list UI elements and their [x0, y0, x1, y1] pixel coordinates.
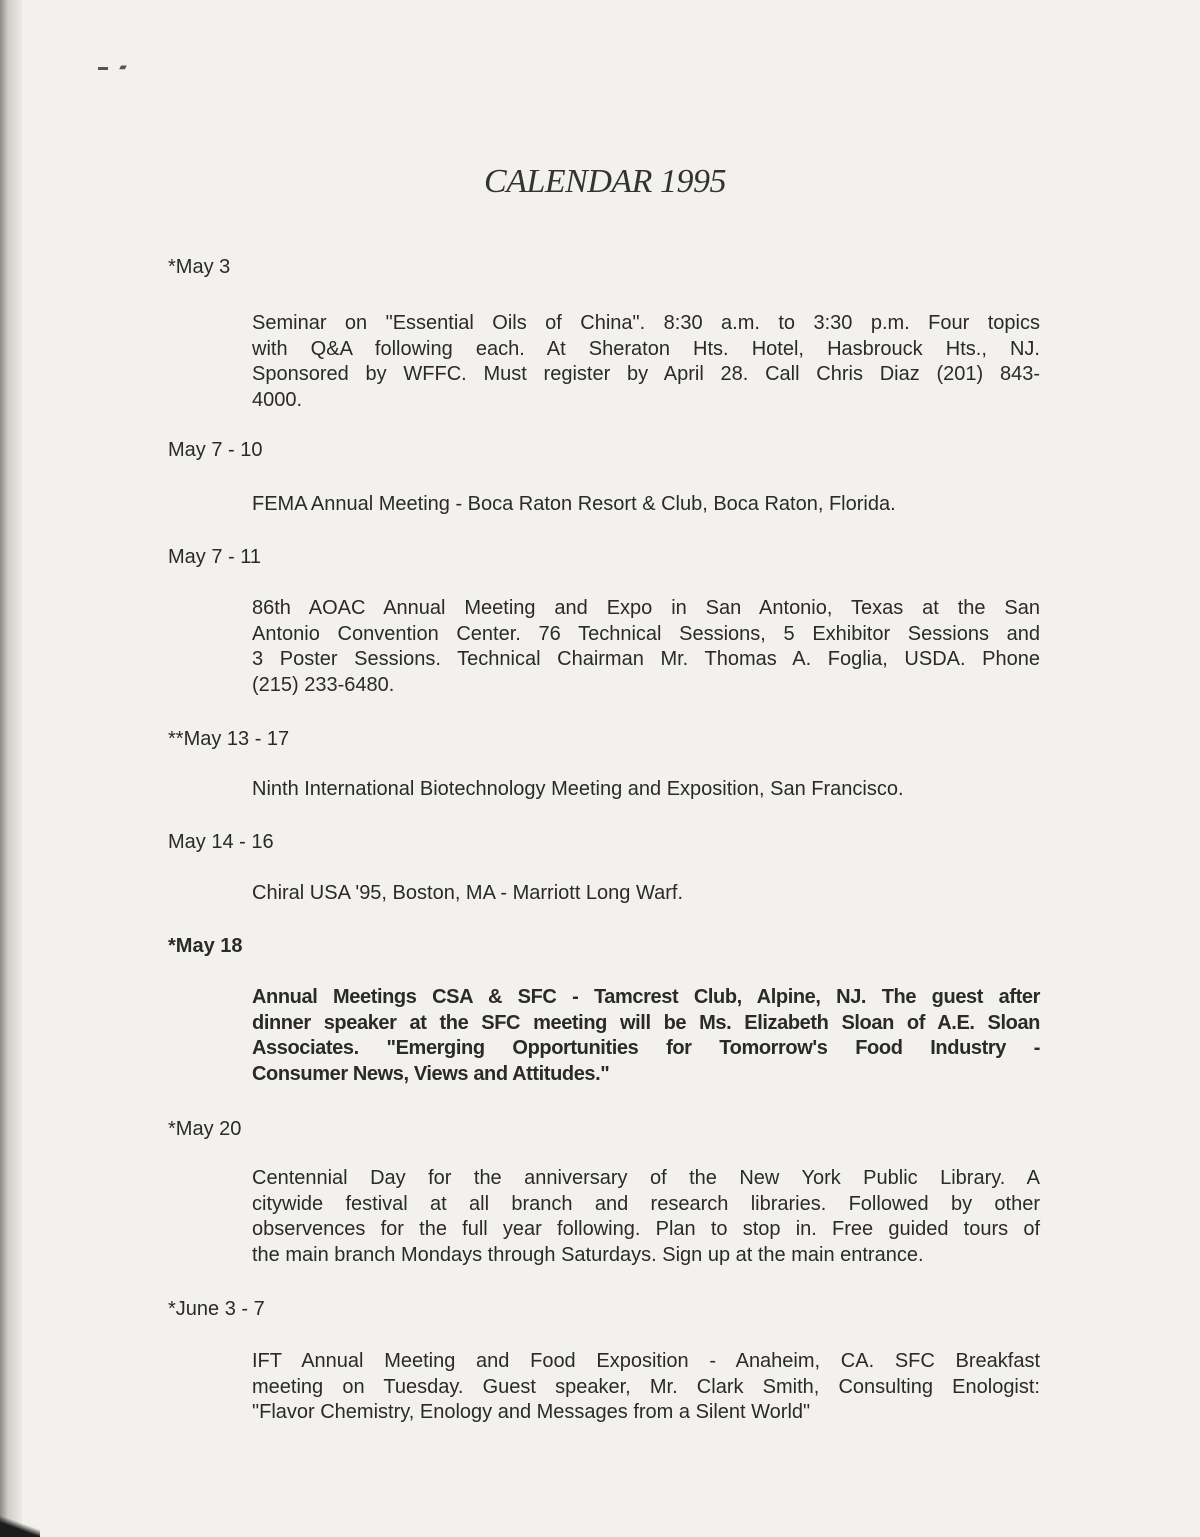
scan-specks: ▬ ▰	[98, 62, 127, 73]
description-line: the main branch Mondays through Saturdays. Sign up at the main entrance.	[252, 1244, 924, 1267]
entry-description	[252, 881, 1040, 907]
description-line: Consumer News, Views and Attitudes."	[252, 1063, 610, 1086]
entry-date: May 7 - 11	[168, 546, 261, 568]
description-line: (215) 233-6480.	[252, 674, 395, 697]
page-title: CALENDAR 1995	[484, 163, 726, 200]
entry-date: *June 3 - 7	[168, 1298, 265, 1320]
description-line: observences for the full year following. Plan to stop in. Free guided tours of	[252, 1218, 1040, 1241]
description-line: 86th AOAC Annual Meeting and Expo in San Antonio, Texas at the San	[252, 597, 1040, 619]
description-line: Sponsored by WFFC. Must register by April 28. Call Chris Diaz (201) 843-	[252, 363, 1040, 386]
entry-date: *May 20	[168, 1118, 242, 1140]
description-line: Annual Meetings CSA & SFC - Tamcrest Club, Alpine, NJ. The guest after	[252, 986, 1040, 1008]
scan-corner-shadow	[0, 1515, 40, 1537]
entry-description	[252, 985, 1040, 1088]
description-line: 4000.	[252, 389, 303, 412]
entry-date: *May 3	[168, 256, 231, 278]
description-line: Ninth International Biotechnology Meeting and Exposition, San Francisco.	[252, 778, 904, 800]
description-line: citywide festival at all branch and research libraries. Followed by other	[252, 1192, 1040, 1215]
description-line: Centennial Day for the anniversary of the New York Public Library. A	[252, 1167, 1040, 1189]
entry-date: May 14 - 16	[168, 831, 274, 853]
entry-description	[252, 596, 1040, 699]
description-line: 3 Poster Sessions. Technical Chairman Mr. Thomas A. Foglia, USDA. Phone	[252, 648, 1040, 671]
page-binding-edge	[0, 0, 22, 1537]
description-line: FEMA Annual Meeting - Boca Raton Resort & Club, Boca Raton, Florida.	[252, 493, 896, 515]
description-line: Chiral USA '95, Boston, MA - Marriott Long Warf.	[252, 882, 684, 904]
description-line: Associates. "Emerging Opportunities for Tomorrow's Food Industry -	[252, 1037, 1040, 1060]
entry-date: May 7 - 10	[168, 439, 263, 461]
entry-description	[252, 777, 1040, 803]
description-line: "Flavor Chemistry, Enology and Messages from a Silent World"	[252, 1401, 811, 1424]
description-line: Antonio Convention Center. 76 Technical Sessions, 5 Exhibitor Sessions and	[252, 622, 1040, 645]
entry-date: *May 18	[168, 935, 243, 957]
description-line: IFT Annual Meeting and Food Exposition - Anaheim, CA. SFC Breakfast	[252, 1350, 1040, 1372]
entry-description	[252, 1166, 1040, 1269]
description-line: Seminar on "Essential Oils of China". 8:30 a.m. to 3:30 p.m. Four topics	[252, 312, 1040, 334]
entry-description	[252, 311, 1040, 414]
entry-description	[252, 492, 1040, 518]
description-line: dinner speaker at the SFC meeting will be Ms. Elizabeth Sloan of A.E. Sloan	[252, 1011, 1040, 1034]
description-line: with Q&A following each. At Sheraton Hts. Hotel, Hasbrouck Hts., NJ.	[252, 337, 1040, 360]
entry-description	[252, 1349, 1040, 1426]
description-line: meeting on Tuesday. Guest speaker, Mr. Clark Smith, Consulting Enologist:	[252, 1375, 1040, 1398]
entry-date: **May 13 - 17	[168, 728, 290, 750]
